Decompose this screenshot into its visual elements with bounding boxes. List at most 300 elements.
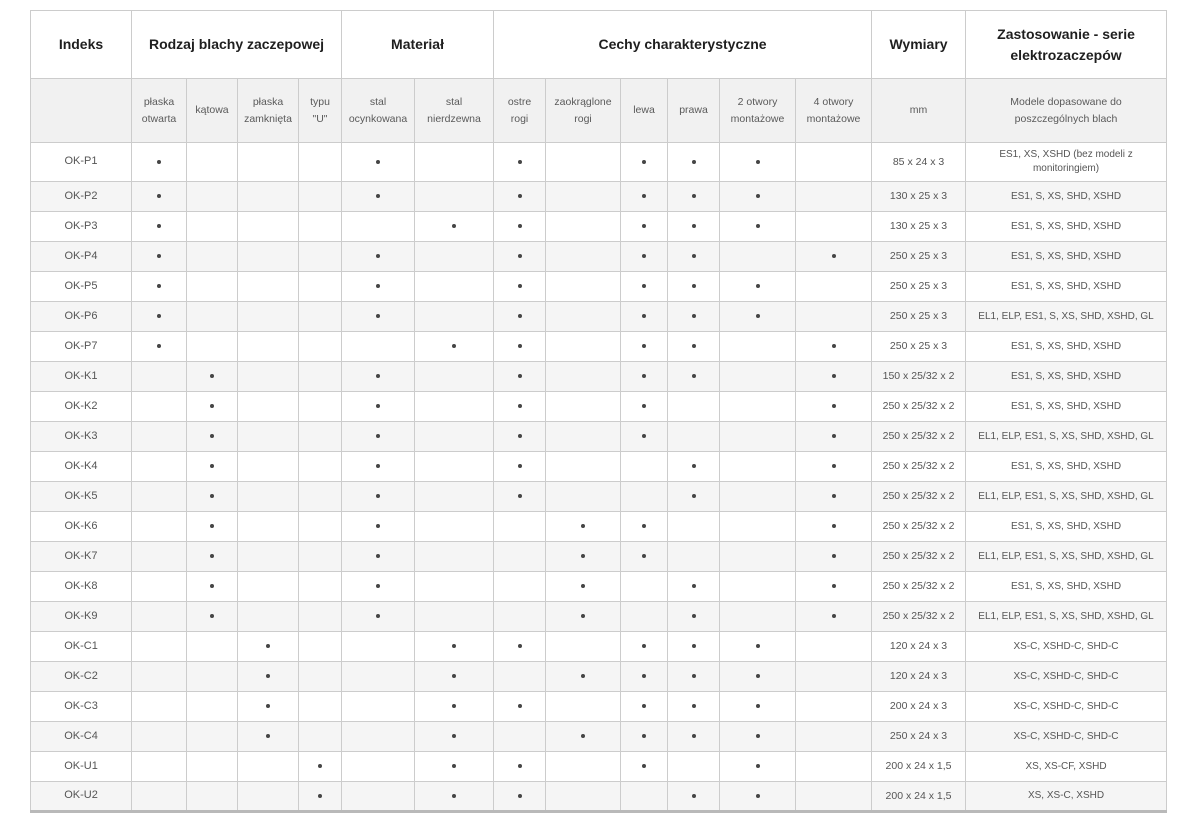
table-row-ok-k8: [31, 572, 1167, 602]
feature-cell-stal_ocynkowana: [342, 212, 415, 242]
dot-marker: [692, 224, 696, 228]
models-cell: EL1, ELP, ES1, S, XS, SHD, XSHD, GL: [966, 542, 1167, 572]
dot-marker: [452, 764, 456, 768]
dot-marker: [692, 464, 696, 468]
dot-marker: [376, 464, 380, 468]
dimensions-cell: 130 x 25 x 3: [872, 182, 966, 212]
subheader-plaska-otwarta: płaska otwarta: [132, 79, 187, 143]
feature-cell-prawa: [668, 302, 720, 332]
feature-cell-prawa: [668, 482, 720, 512]
feature-cell-stal_ocynkowana: [342, 692, 415, 722]
table-row-ok-k6: [31, 512, 1167, 542]
feature-cell-stal_ocynkowana: [342, 182, 415, 212]
dot-marker: [452, 644, 456, 648]
feature-cell-plaska_zamknieta: [238, 182, 299, 212]
dimensions-cell: 85 x 24 x 3: [872, 143, 966, 182]
dimensions-cell: 250 x 25/32 x 2: [872, 512, 966, 542]
feature-cell-zaokraglone_rogi: [546, 302, 621, 332]
feature-cell-lewa: [621, 692, 668, 722]
dot-marker: [756, 674, 760, 678]
feature-cell-katowa: [187, 542, 238, 572]
dot-marker: [642, 404, 646, 408]
dot-marker: [692, 254, 696, 258]
dot-marker: [518, 224, 522, 228]
feature-cell-plaska_otwarta: [132, 212, 187, 242]
table-row-ok-p5: [31, 272, 1167, 302]
feature-cell-stal_nierdzewna: [415, 182, 494, 212]
index-cell: OK-K2: [31, 392, 132, 422]
feature-cell-otwory_4: [796, 662, 872, 692]
dot-marker: [642, 674, 646, 678]
table-row-ok-p6: [31, 302, 1167, 332]
feature-cell-otwory_4: [796, 143, 872, 182]
dot-marker: [642, 344, 646, 348]
models-cell: XS-C, XSHD-C, SHD-C: [966, 722, 1167, 752]
feature-cell-plaska_zamknieta: [238, 512, 299, 542]
feature-cell-otwory_2: [720, 182, 796, 212]
dot-marker: [157, 224, 161, 228]
feature-cell-ostre_rogi: [494, 332, 546, 362]
dimensions-cell: 250 x 25/32 x 2: [872, 452, 966, 482]
dot-marker: [832, 464, 836, 468]
feature-cell-zaokraglone_rogi: [546, 362, 621, 392]
feature-cell-otwory_4: [796, 272, 872, 302]
dot-marker: [266, 644, 270, 648]
feature-cell-otwory_2: [720, 272, 796, 302]
feature-cell-typu_u: [299, 542, 342, 572]
feature-cell-otwory_2: [720, 572, 796, 602]
feature-cell-lewa: [621, 482, 668, 512]
feature-cell-lewa: [621, 392, 668, 422]
feature-cell-lewa: [621, 332, 668, 362]
feature-cell-otwory_2: [720, 722, 796, 752]
dot-marker: [832, 524, 836, 528]
feature-cell-zaokraglone_rogi: [546, 422, 621, 452]
feature-cell-zaokraglone_rogi: [546, 602, 621, 632]
feature-cell-lewa: [621, 143, 668, 182]
dot-marker: [518, 374, 522, 378]
table-row-ok-p3: [31, 212, 1167, 242]
dimensions-cell: 130 x 25 x 3: [872, 212, 966, 242]
feature-cell-prawa: [668, 542, 720, 572]
dot-marker: [518, 464, 522, 468]
dot-marker: [756, 644, 760, 648]
index-cell: OK-P3: [31, 212, 132, 242]
feature-cell-otwory_2: [720, 362, 796, 392]
dot-marker: [518, 344, 522, 348]
feature-cell-ostre_rogi: [494, 362, 546, 392]
header-rodzaj-blachy: Rodzaj blachy zaczepowej: [132, 11, 342, 79]
feature-cell-katowa: [187, 722, 238, 752]
feature-cell-otwory_2: [720, 752, 796, 782]
dimensions-cell: 120 x 24 x 3: [872, 662, 966, 692]
feature-cell-otwory_4: [796, 692, 872, 722]
feature-cell-stal_ocynkowana: [342, 722, 415, 752]
table-row-ok-k4: [31, 452, 1167, 482]
dot-marker: [518, 404, 522, 408]
feature-cell-typu_u: [299, 752, 342, 782]
dot-marker: [581, 614, 585, 618]
table-row-ok-k1: [31, 362, 1167, 392]
dot-marker: [157, 284, 161, 288]
table-row-ok-p4: [31, 242, 1167, 272]
feature-cell-prawa: [668, 392, 720, 422]
feature-cell-lewa: [621, 182, 668, 212]
feature-cell-plaska_otwarta: [132, 182, 187, 212]
feature-cell-otwory_2: [720, 512, 796, 542]
feature-cell-plaska_otwarta: [132, 302, 187, 332]
dimensions-cell: 200 x 24 x 1,5: [872, 782, 966, 812]
models-cell: EL1, ELP, ES1, S, XS, SHD, XSHD, GL: [966, 482, 1167, 512]
dot-marker: [692, 314, 696, 318]
dot-marker: [642, 314, 646, 318]
feature-cell-stal_nierdzewna: [415, 362, 494, 392]
feature-cell-prawa: [668, 632, 720, 662]
dot-marker: [642, 764, 646, 768]
feature-cell-plaska_zamknieta: [238, 662, 299, 692]
feature-cell-plaska_zamknieta: [238, 602, 299, 632]
feature-cell-stal_nierdzewna: [415, 212, 494, 242]
feature-cell-typu_u: [299, 482, 342, 512]
feature-cell-otwory_4: [796, 362, 872, 392]
dot-marker: [518, 314, 522, 318]
feature-cell-plaska_otwarta: [132, 512, 187, 542]
feature-cell-katowa: [187, 572, 238, 602]
feature-cell-stal_ocynkowana: [342, 392, 415, 422]
subheader-zaokraglone-rogi: zaokrąglone rogi: [546, 79, 621, 143]
dot-marker: [452, 674, 456, 678]
feature-cell-lewa: [621, 572, 668, 602]
feature-cell-katowa: [187, 662, 238, 692]
dot-marker: [210, 614, 214, 618]
feature-cell-otwory_2: [720, 302, 796, 332]
dot-marker: [157, 314, 161, 318]
feature-cell-typu_u: [299, 512, 342, 542]
feature-cell-stal_ocynkowana: [342, 632, 415, 662]
dot-marker: [692, 284, 696, 288]
feature-cell-prawa: [668, 272, 720, 302]
dot-marker: [756, 194, 760, 198]
subheader-stal-nierdzewna: stal nierdzewna: [415, 79, 494, 143]
dot-marker: [581, 524, 585, 528]
index-cell: OK-K7: [31, 542, 132, 572]
dimensions-cell: 250 x 25/32 x 2: [872, 572, 966, 602]
dot-marker: [376, 524, 380, 528]
feature-cell-plaska_otwarta: [132, 572, 187, 602]
feature-cell-plaska_otwarta: [132, 692, 187, 722]
header-sub-row: [31, 79, 1167, 143]
dimensions-cell: 250 x 25/32 x 2: [872, 422, 966, 452]
table-row-ok-c1: [31, 632, 1167, 662]
dot-marker: [376, 254, 380, 258]
feature-cell-plaska_otwarta: [132, 602, 187, 632]
feature-cell-plaska_otwarta: [132, 452, 187, 482]
feature-cell-lewa: [621, 242, 668, 272]
dot-marker: [376, 554, 380, 558]
feature-cell-ostre_rogi: [494, 272, 546, 302]
dimensions-cell: 250 x 25 x 3: [872, 242, 966, 272]
feature-cell-katowa: [187, 182, 238, 212]
feature-cell-plaska_otwarta: [132, 542, 187, 572]
dot-marker: [452, 704, 456, 708]
feature-cell-otwory_2: [720, 782, 796, 812]
feature-cell-stal_nierdzewna: [415, 332, 494, 362]
dot-marker: [692, 374, 696, 378]
dot-marker: [642, 224, 646, 228]
feature-cell-lewa: [621, 422, 668, 452]
models-cell: XS, XS-C, XSHD: [966, 782, 1167, 812]
dot-marker: [692, 644, 696, 648]
models-cell: EL1, ELP, ES1, S, XS, SHD, XSHD, GL: [966, 302, 1167, 332]
feature-cell-otwory_4: [796, 602, 872, 632]
dot-marker: [210, 464, 214, 468]
dot-marker: [832, 494, 836, 498]
dot-marker: [210, 374, 214, 378]
feature-cell-otwory_4: [796, 482, 872, 512]
feature-cell-otwory_2: [720, 143, 796, 182]
dot-marker: [157, 194, 161, 198]
feature-cell-plaska_zamknieta: [238, 422, 299, 452]
index-cell: OK-K8: [31, 572, 132, 602]
feature-cell-stal_ocynkowana: [342, 752, 415, 782]
models-cell: EL1, ELP, ES1, S, XS, SHD, XSHD, GL: [966, 602, 1167, 632]
feature-cell-plaska_zamknieta: [238, 752, 299, 782]
feature-cell-zaokraglone_rogi: [546, 722, 621, 752]
feature-cell-typu_u: [299, 602, 342, 632]
feature-cell-typu_u: [299, 782, 342, 812]
feature-cell-plaska_otwarta: [132, 392, 187, 422]
feature-cell-otwory_2: [720, 632, 796, 662]
feature-cell-otwory_4: [796, 392, 872, 422]
header-indeks: Indeks: [31, 11, 132, 79]
table-row-ok-k3: [31, 422, 1167, 452]
feature-cell-katowa: [187, 242, 238, 272]
dot-marker: [642, 194, 646, 198]
dot-marker: [376, 614, 380, 618]
feature-cell-typu_u: [299, 572, 342, 602]
dot-marker: [518, 764, 522, 768]
table-row-ok-p7: [31, 332, 1167, 362]
feature-cell-stal_nierdzewna: [415, 452, 494, 482]
feature-cell-ostre_rogi: [494, 143, 546, 182]
feature-cell-lewa: [621, 722, 668, 752]
feature-cell-katowa: [187, 272, 238, 302]
feature-cell-ostre_rogi: [494, 752, 546, 782]
feature-cell-ostre_rogi: [494, 392, 546, 422]
feature-cell-ostre_rogi: [494, 482, 546, 512]
models-cell: XS, XS-CF, XSHD: [966, 752, 1167, 782]
dot-marker: [376, 494, 380, 498]
index-cell: OK-C4: [31, 722, 132, 752]
dot-marker: [832, 434, 836, 438]
dot-marker: [518, 494, 522, 498]
dot-marker: [756, 160, 760, 164]
table-row-ok-p2: [31, 182, 1167, 212]
dot-marker: [581, 674, 585, 678]
dot-marker: [832, 344, 836, 348]
feature-cell-stal_nierdzewna: [415, 302, 494, 332]
index-cell: OK-K6: [31, 512, 132, 542]
feature-cell-stal_ocynkowana: [342, 302, 415, 332]
header-cechy: Cechy charakterystyczne: [494, 11, 872, 79]
feature-cell-lewa: [621, 302, 668, 332]
feature-cell-lewa: [621, 542, 668, 572]
feature-cell-stal_nierdzewna: [415, 602, 494, 632]
feature-cell-stal_nierdzewna: [415, 422, 494, 452]
feature-cell-stal_nierdzewna: [415, 752, 494, 782]
subheader-ostre-rogi: ostre rogi: [494, 79, 546, 143]
feature-cell-plaska_zamknieta: [238, 362, 299, 392]
dot-marker: [518, 194, 522, 198]
dot-marker: [210, 494, 214, 498]
dot-marker: [518, 284, 522, 288]
feature-cell-plaska_otwarta: [132, 782, 187, 812]
dot-marker: [756, 314, 760, 318]
feature-cell-prawa: [668, 782, 720, 812]
feature-cell-prawa: [668, 662, 720, 692]
feature-cell-lewa: [621, 362, 668, 392]
models-cell: ES1, S, XS, SHD, XSHD: [966, 332, 1167, 362]
feature-cell-otwory_4: [796, 722, 872, 752]
feature-cell-prawa: [668, 512, 720, 542]
feature-cell-katowa: [187, 512, 238, 542]
dot-marker: [756, 224, 760, 228]
models-cell: ES1, S, XS, SHD, XSHD: [966, 272, 1167, 302]
dot-marker: [376, 314, 380, 318]
feature-cell-otwory_2: [720, 662, 796, 692]
dot-marker: [210, 404, 214, 408]
dimensions-cell: 250 x 25 x 3: [872, 332, 966, 362]
feature-cell-zaokraglone_rogi: [546, 782, 621, 812]
dot-marker: [518, 704, 522, 708]
header-zastosowanie: Zastosowanie - serie elektrozaczepów: [966, 11, 1167, 79]
feature-cell-typu_u: [299, 362, 342, 392]
feature-cell-ostre_rogi: [494, 782, 546, 812]
feature-cell-katowa: [187, 362, 238, 392]
feature-cell-otwory_4: [796, 332, 872, 362]
index-cell: OK-U2: [31, 782, 132, 812]
feature-cell-otwory_4: [796, 212, 872, 242]
models-cell: ES1, S, XS, SHD, XSHD: [966, 512, 1167, 542]
feature-cell-stal_ocynkowana: [342, 782, 415, 812]
index-cell: OK-P7: [31, 332, 132, 362]
feature-cell-katowa: [187, 143, 238, 182]
models-cell: ES1, S, XS, SHD, XSHD: [966, 362, 1167, 392]
table-row-ok-u1: [31, 752, 1167, 782]
dot-marker: [756, 764, 760, 768]
table-row-ok-c2: [31, 662, 1167, 692]
dot-marker: [266, 674, 270, 678]
dot-marker: [581, 554, 585, 558]
feature-cell-ostre_rogi: [494, 422, 546, 452]
feature-cell-zaokraglone_rogi: [546, 392, 621, 422]
feature-cell-lewa: [621, 632, 668, 662]
feature-cell-ostre_rogi: [494, 242, 546, 272]
feature-cell-plaska_zamknieta: [238, 722, 299, 752]
dimensions-cell: 250 x 25/32 x 2: [872, 392, 966, 422]
dot-marker: [266, 734, 270, 738]
feature-cell-stal_ocynkowana: [342, 542, 415, 572]
feature-cell-zaokraglone_rogi: [546, 452, 621, 482]
feature-cell-otwory_4: [796, 632, 872, 662]
feature-cell-typu_u: [299, 332, 342, 362]
feature-cell-ostre_rogi: [494, 722, 546, 752]
models-cell: XS-C, XSHD-C, SHD-C: [966, 692, 1167, 722]
feature-cell-typu_u: [299, 692, 342, 722]
dot-marker: [642, 160, 646, 164]
feature-cell-zaokraglone_rogi: [546, 632, 621, 662]
feature-cell-ostre_rogi: [494, 452, 546, 482]
feature-cell-stal_nierdzewna: [415, 143, 494, 182]
dot-marker: [210, 584, 214, 588]
models-cell: ES1, S, XS, SHD, XSHD: [966, 392, 1167, 422]
feature-cell-otwory_2: [720, 602, 796, 632]
feature-cell-otwory_4: [796, 242, 872, 272]
feature-cell-otwory_4: [796, 782, 872, 812]
dot-marker: [832, 614, 836, 618]
feature-cell-lewa: [621, 512, 668, 542]
feature-cell-otwory_4: [796, 422, 872, 452]
dot-marker: [642, 374, 646, 378]
models-cell: ES1, S, XS, SHD, XSHD: [966, 212, 1167, 242]
models-cell: ES1, S, XS, SHD, XSHD: [966, 572, 1167, 602]
index-cell: OK-P4: [31, 242, 132, 272]
feature-cell-typu_u: [299, 242, 342, 272]
feature-cell-katowa: [187, 452, 238, 482]
dimensions-cell: 250 x 25 x 3: [872, 302, 966, 332]
feature-cell-stal_ocynkowana: [342, 572, 415, 602]
feature-cell-stal_nierdzewna: [415, 572, 494, 602]
dimensions-cell: 150 x 25/32 x 2: [872, 362, 966, 392]
feature-cell-stal_nierdzewna: [415, 662, 494, 692]
feature-cell-typu_u: [299, 422, 342, 452]
models-cell: ES1, XS, XSHD (bez modeli z monitoringiem): [966, 143, 1167, 182]
dot-marker: [266, 704, 270, 708]
feature-cell-lewa: [621, 602, 668, 632]
feature-cell-stal_nierdzewna: [415, 242, 494, 272]
feature-cell-typu_u: [299, 143, 342, 182]
feature-cell-otwory_4: [796, 572, 872, 602]
feature-cell-otwory_2: [720, 422, 796, 452]
dot-marker: [518, 254, 522, 258]
table-body: [31, 143, 1167, 812]
dimensions-cell: 250 x 25 x 3: [872, 272, 966, 302]
feature-cell-stal_ocynkowana: [342, 482, 415, 512]
dot-marker: [518, 644, 522, 648]
feature-cell-zaokraglone_rogi: [546, 662, 621, 692]
dot-marker: [452, 344, 456, 348]
feature-cell-prawa: [668, 722, 720, 752]
feature-cell-prawa: [668, 422, 720, 452]
feature-cell-ostre_rogi: [494, 542, 546, 572]
header-group-row: [31, 11, 1167, 79]
feature-cell-katowa: [187, 632, 238, 662]
dot-marker: [692, 584, 696, 588]
feature-cell-katowa: [187, 482, 238, 512]
dimensions-cell: 250 x 25/32 x 2: [872, 482, 966, 512]
index-cell: OK-P1: [31, 143, 132, 182]
subheader-katowa: kątowa: [187, 79, 238, 143]
dot-marker: [756, 734, 760, 738]
dot-marker: [157, 344, 161, 348]
feature-cell-katowa: [187, 752, 238, 782]
subheader-empty: [31, 79, 132, 143]
feature-cell-stal_ocynkowana: [342, 143, 415, 182]
feature-cell-plaska_zamknieta: [238, 392, 299, 422]
feature-cell-katowa: [187, 692, 238, 722]
dot-marker: [518, 794, 522, 798]
index-cell: OK-K1: [31, 362, 132, 392]
